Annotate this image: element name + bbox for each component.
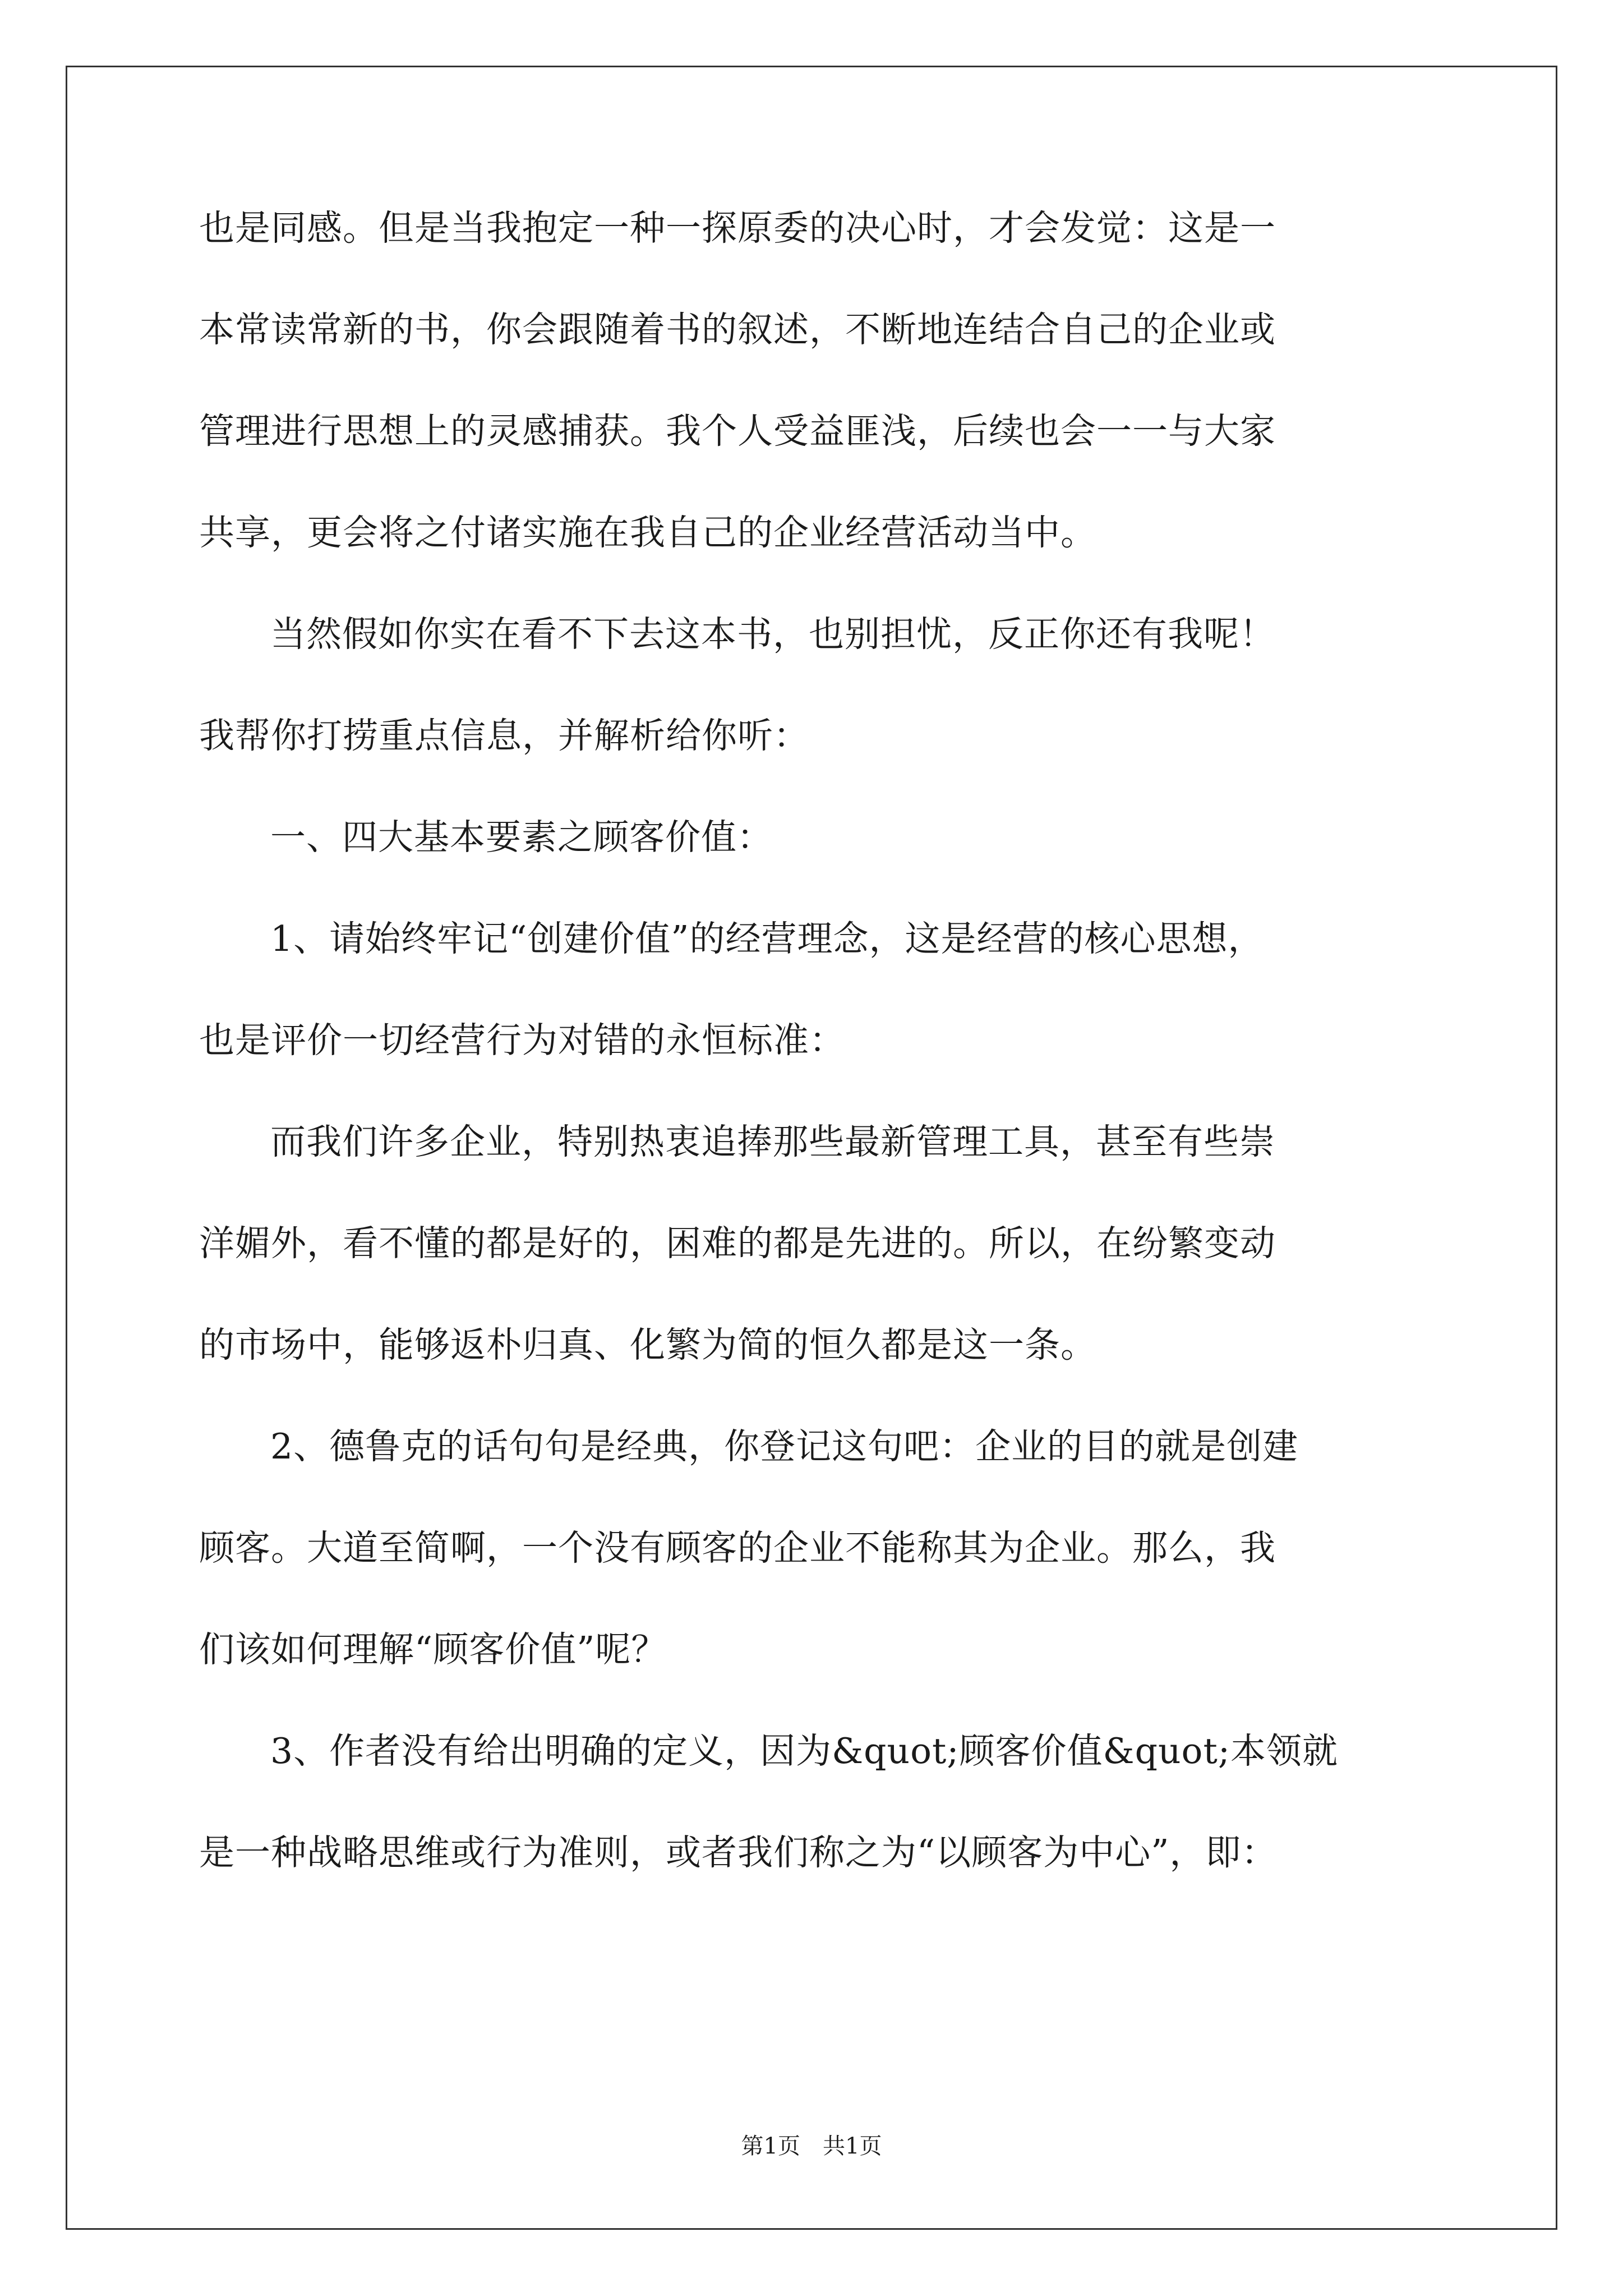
page-footer [0,2133,1623,2160]
text-line: 顾客。大道至简啊，一个没有顾客的企业不能称其为企业。那么，我 [199,1527,1276,1568]
text-line: 洋媚外，看不懂的都是好的，困难的都是先进的。所以，在纷繁变动 [199,1223,1276,1264]
text-line: 共享，更会将之付诸实施在我自己的企业经营活动当中。 [199,512,1096,553]
page-number: 第1页 共1页 [741,2133,882,2159]
text-line: 们该如何理解“顾客价值”呢？ [199,1629,667,1670]
text-line: 一、四大基本要素之顾客价值： [270,817,773,858]
document-body [199,210,1433,1936]
text-line: 也是同感。但是当我抱定一种一探原委的决心时，才会发觉：这是一 [199,208,1276,249]
text-line: 管理进行思想上的灵感捕获。我个人受益匪浅，后续也会一一与大家 [199,411,1276,452]
text-line: 当然假如你实在看不下去这本书，也别担忧，反正你还有我呢！ [270,614,1275,655]
text-line: 而我们许多企业，特别热衷追捧那些最新管理工具，甚至有些崇 [270,1121,1275,1162]
text-line: 也是评价一切经营行为对错的永恒标准： [199,1020,845,1061]
text-line: 本常读常新的书，你会跟随着书的叙述，不断地连结合自己的企业或 [199,309,1276,350]
text-line: 我帮你打捞重点信息，并解析给你听： [199,715,809,756]
text-line: 3、作者没有给出明确的定义，因为&quot;顾客价值&quot;本领就 [270,1731,1338,1772]
text-line: 1、请始终牢记“创建价值”的经营理念，这是经营的核心思想， [270,918,1264,959]
text-line: 的市场中，能够返朴归真、化繁为简的恒久都是这一条。 [199,1324,1096,1365]
text-line: 是一种战略思维或行为准则，或者我们称之为“以顾客为中心”，即： [199,1832,1278,1873]
text-line: 2、德鲁克的话句句是经典，你登记这句吧：企业的目的就是创建 [270,1426,1299,1467]
